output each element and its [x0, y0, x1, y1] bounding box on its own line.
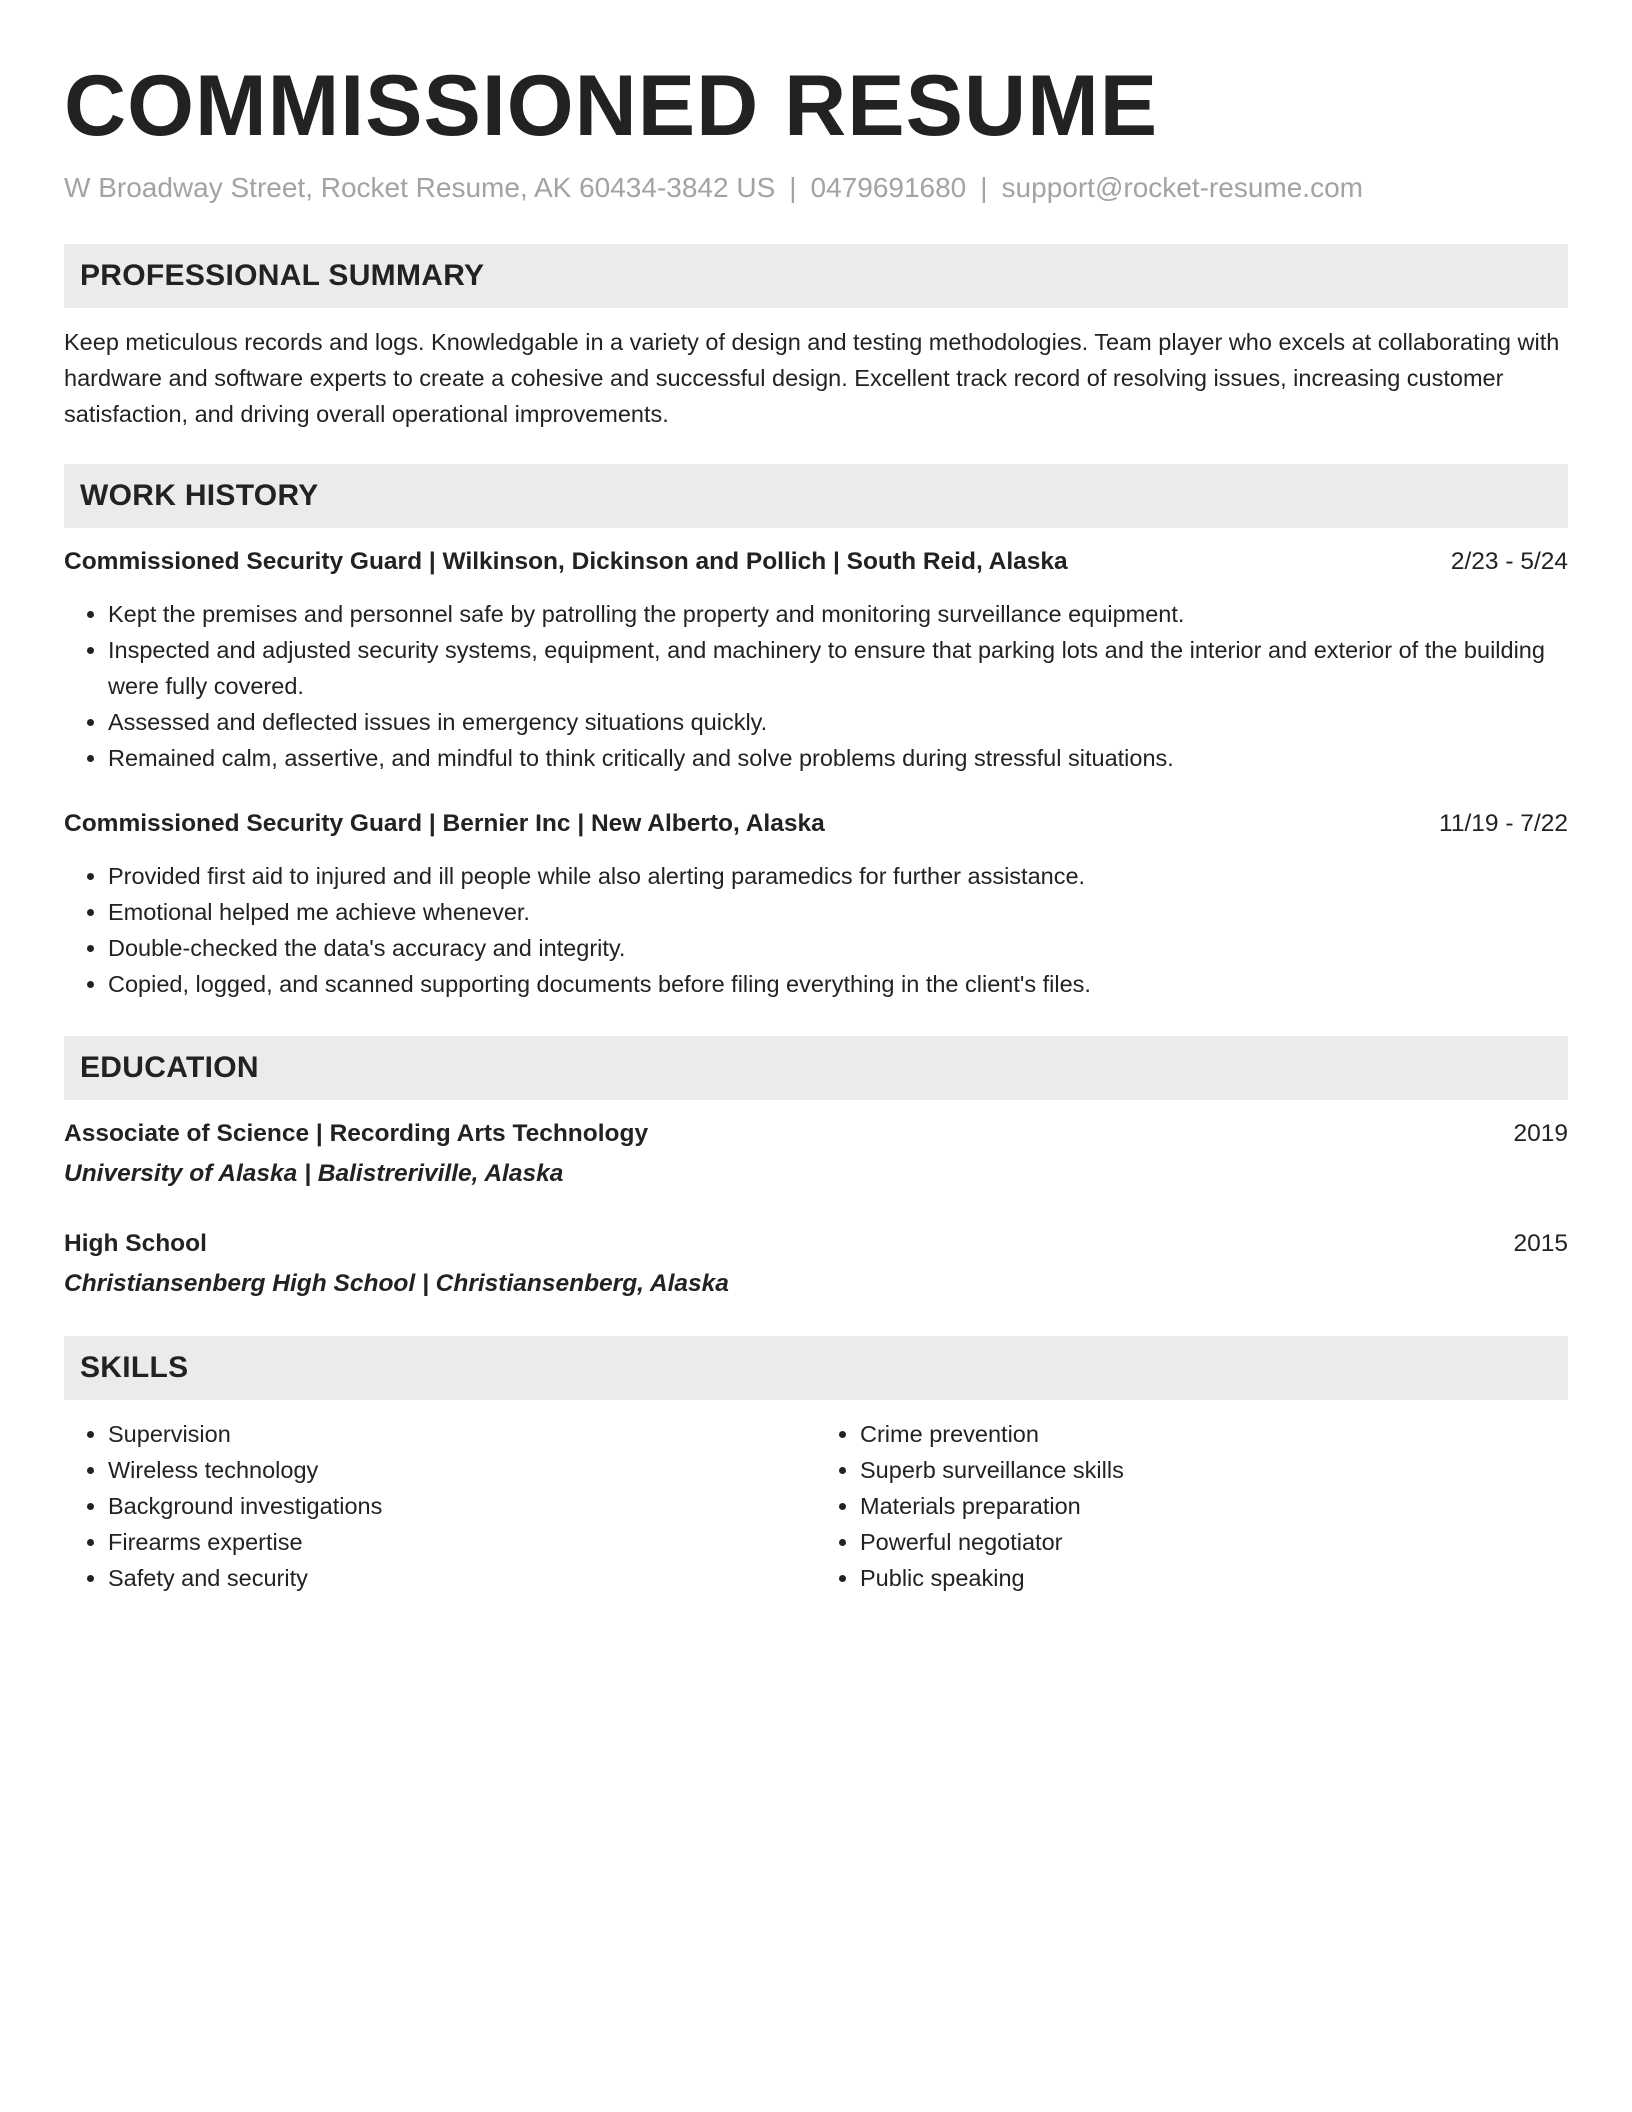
- list-item: • Crime prevention: [860, 1416, 1568, 1452]
- list-item: • Inspected and adjusted security systems, equipment, and machinery to ensure that parking lots and the interior and exterior of the building were fully covered.: [108, 632, 1568, 704]
- summary-text: Keep meticulous records and logs. Knowledgable in a variety of design and testing methodologies. Team player who excels at collaborating with hardware and software experts to create a cohesive and successful design. Excellent track record of resolving issues, increasing customer satisfaction, and driving overall operational improvements.: [64, 329, 1560, 427]
- job-dates: 11/19 - 7/22: [1439, 810, 1568, 837]
- contact-phone: 0479691680: [810, 172, 967, 203]
- list-item: • Safety and security: [108, 1560, 816, 1596]
- list-item: • Kept the premises and personnel safe by patrolling the property and monitoring surveillance equipment.: [108, 596, 1568, 632]
- section-header-skills: SKILLS: [64, 1336, 1568, 1400]
- list-item: • Superb surveillance skills: [860, 1452, 1568, 1488]
- job-title: Commissioned Security Guard | Bernier Inc | New Alberto, Alaska: [64, 810, 825, 837]
- list-item: • Copied, logged, and scanned supporting documents before filing everything in the client's files.: [108, 966, 1568, 1002]
- skills-grid: [64, 1416, 1568, 1596]
- contact-email: support@rocket-resume.com: [1001, 172, 1363, 203]
- education-degree: Associate of Science | Recording Arts Technology: [64, 1120, 649, 1147]
- list-item: • Firearms expertise: [108, 1524, 816, 1560]
- list-item: • Provided first aid to injured and ill people while also alerting paramedics for further assistance.: [108, 858, 1568, 894]
- education-entry: [64, 1226, 1568, 1302]
- skills-list: [64, 1416, 816, 1596]
- list-item: • Powerful negotiator: [860, 1524, 1568, 1560]
- job-header: [64, 544, 1568, 580]
- skills-column-left: [64, 1416, 816, 1596]
- list-item: • Materials preparation: [860, 1488, 1568, 1524]
- section-header-work-history: WORK HISTORY: [64, 464, 1568, 528]
- job-bullets: [64, 596, 1568, 776]
- education-school: Christiansenberg High School | Christiansenberg, Alaska: [64, 1270, 729, 1297]
- list-item: • Wireless technology: [108, 1452, 816, 1488]
- list-item: • Emotional helped me achieve whenever.: [108, 894, 1568, 930]
- skills-column-right: [816, 1416, 1568, 1596]
- list-item: • Assessed and deflected issues in emergency situations quickly.: [108, 704, 1568, 740]
- contact-line: [64, 168, 1568, 208]
- section-header-summary: PROFESSIONAL SUMMARY: [64, 244, 1568, 308]
- job-bullets: [64, 858, 1568, 1002]
- education-degree: High School: [64, 1230, 207, 1257]
- education-year: 2015: [1513, 1230, 1568, 1257]
- list-item: • Public speaking: [860, 1560, 1568, 1596]
- education-school: University of Alaska | Balistreriville, Alaska: [64, 1160, 564, 1187]
- job-header: [64, 806, 1568, 842]
- section-header-education: EDUCATION: [64, 1036, 1568, 1100]
- education-year: 2019: [1513, 1120, 1568, 1147]
- job-entry: [64, 544, 1568, 776]
- skills-list: [816, 1416, 1568, 1596]
- resume-name: COMMISSIONED RESUME: [64, 58, 1159, 154]
- contact-separator: |: [980, 172, 988, 203]
- education-entry: [64, 1116, 1568, 1192]
- list-item: • Double-checked the data's accuracy and integrity.: [108, 930, 1568, 966]
- list-item: • Remained calm, assertive, and mindful to think critically and solve problems during stressful situations.: [108, 740, 1568, 776]
- contact-separator: |: [789, 172, 797, 203]
- list-item: • Supervision: [108, 1416, 816, 1452]
- job-entry: [64, 806, 1568, 1002]
- job-title: Commissioned Security Guard | Wilkinson, Dickinson and Pollich | South Reid, Alaska: [64, 548, 1068, 575]
- education-header: [64, 1116, 1568, 1152]
- job-dates: 2/23 - 5/24: [1450, 548, 1568, 575]
- contact-address: W Broadway Street, Rocket Resume, AK 60434-3842 US: [64, 172, 776, 203]
- list-item: • Background investigations: [108, 1488, 816, 1524]
- education-header: [64, 1226, 1568, 1262]
